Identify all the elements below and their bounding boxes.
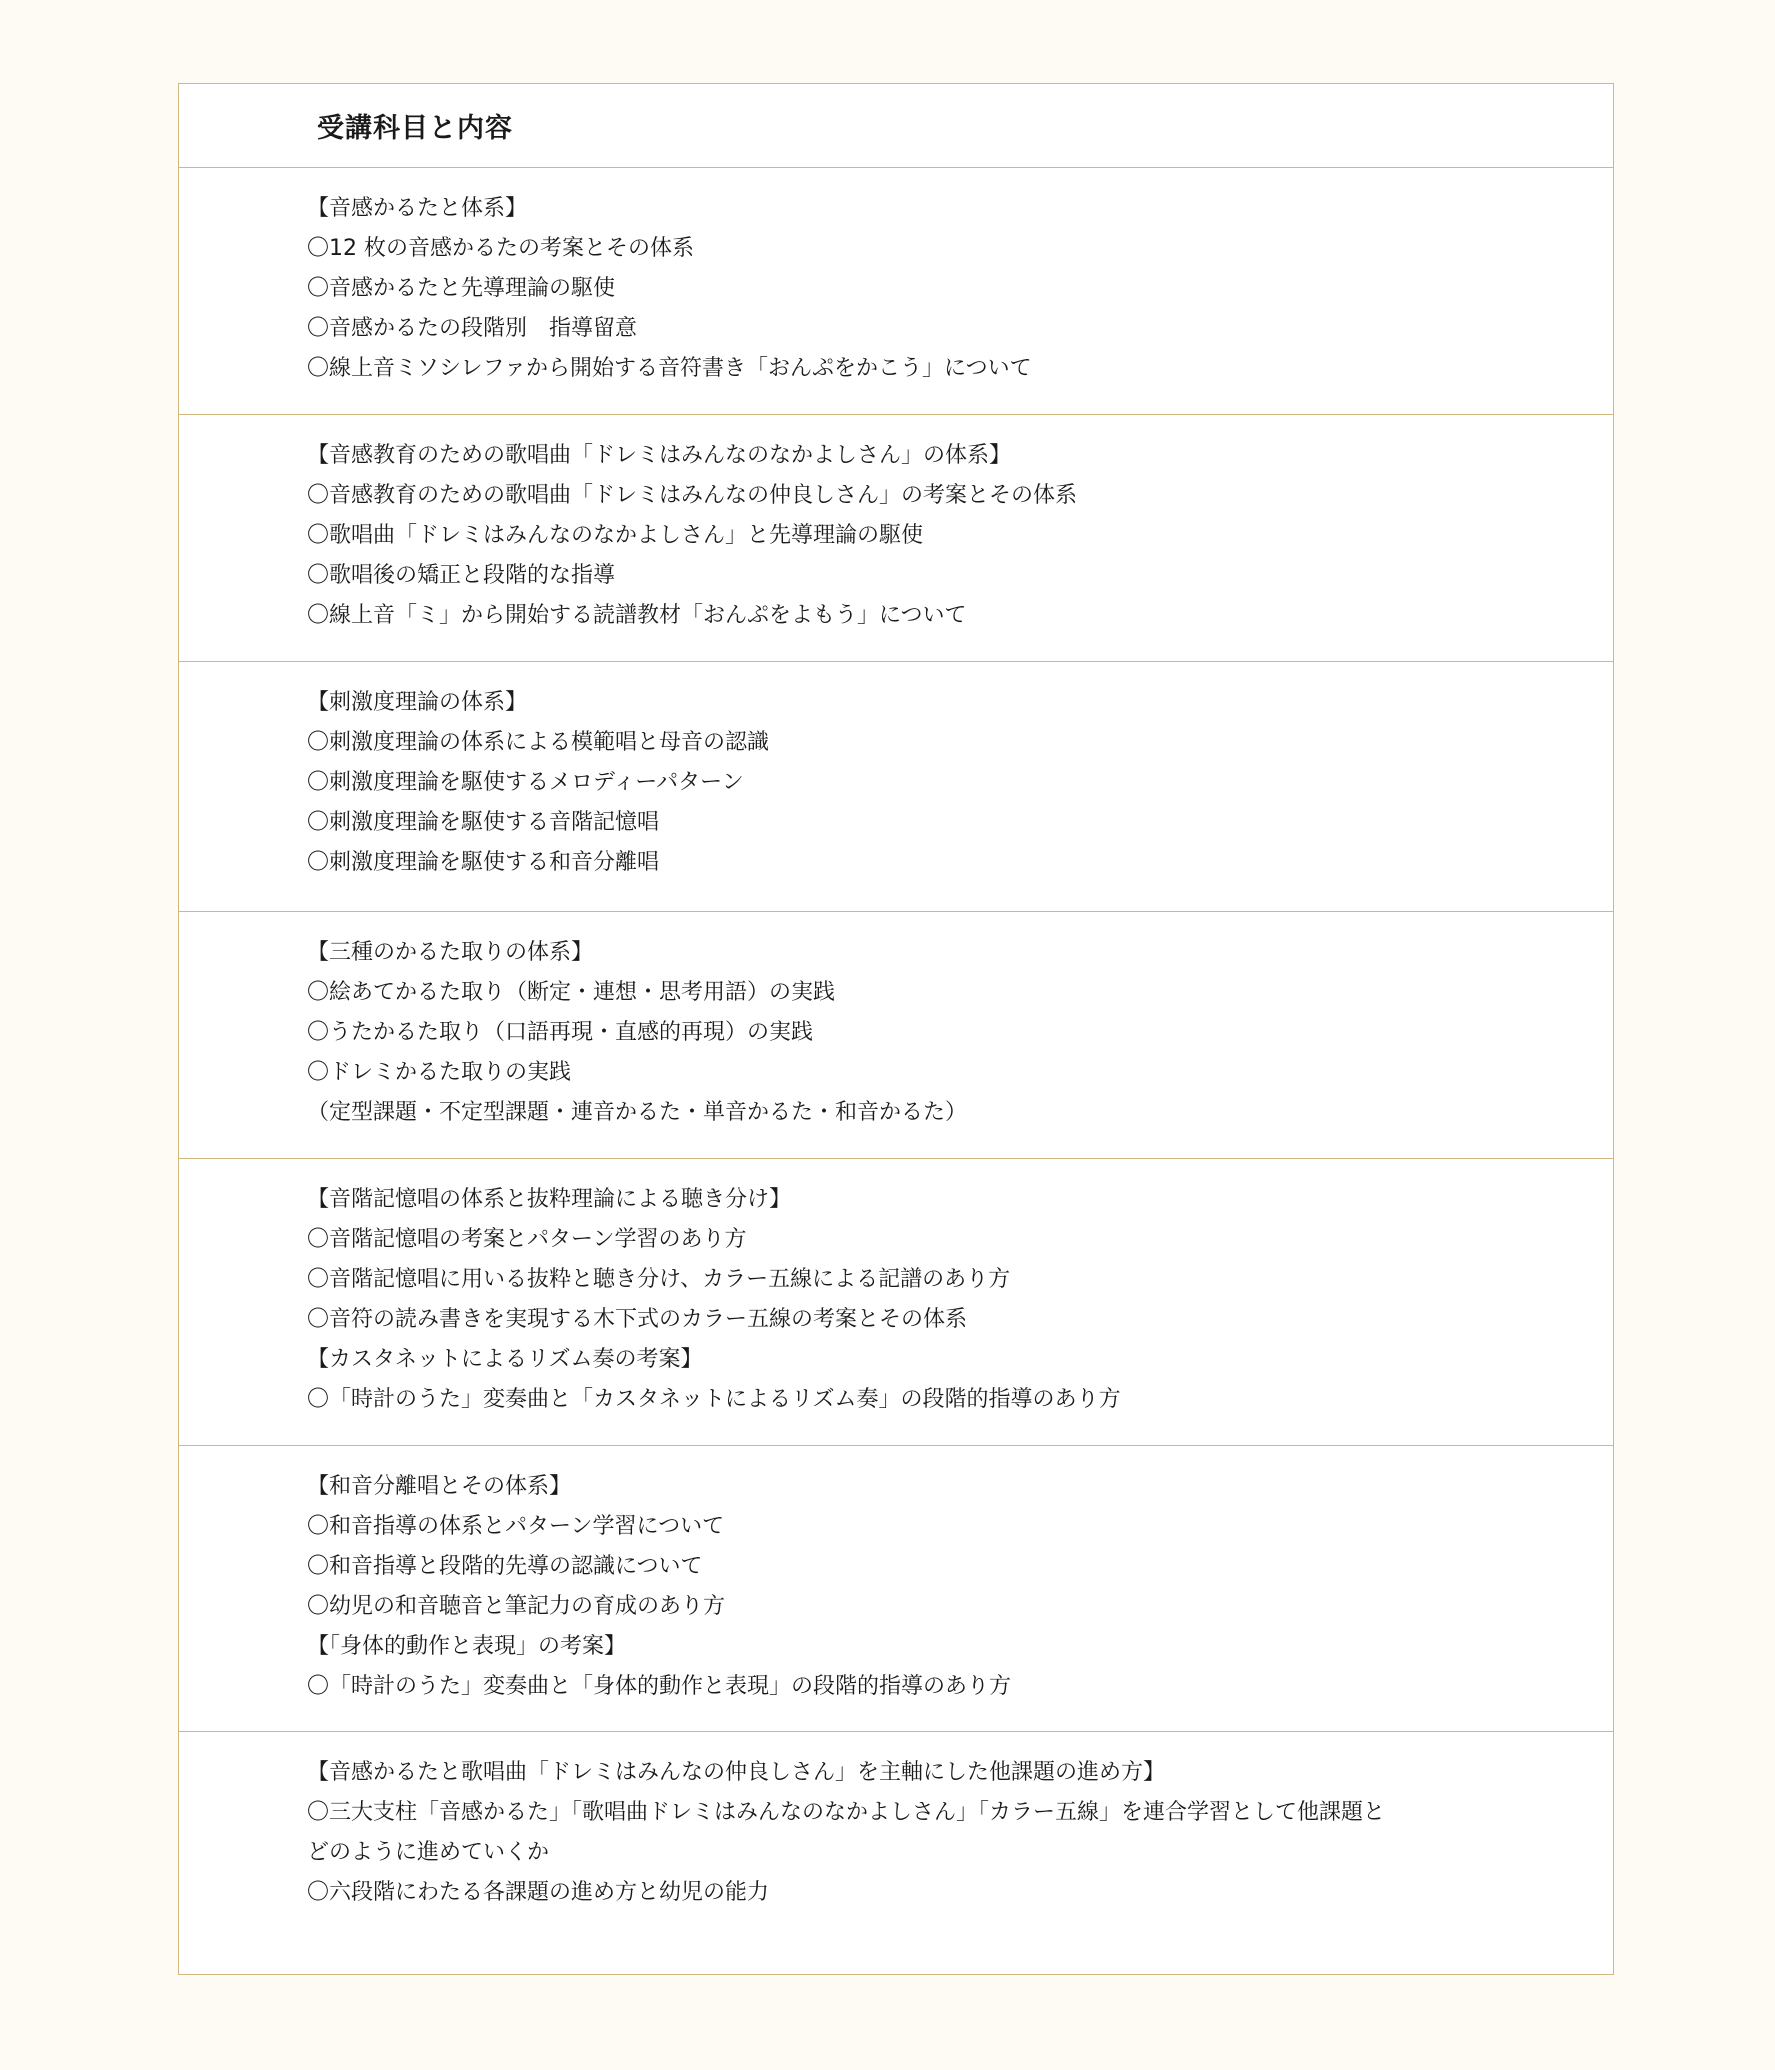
list-item: 〇「時計のうた」変奏曲と「身体的動作と表現」の段階的指導のあり方	[307, 1674, 1012, 1699]
section-other-tasks	[179, 1732, 1613, 1974]
list-item: 〇刺激度理論を駆使するメロディーパターン	[307, 770, 744, 795]
list-item: 〇音感かるたの段階別 指導留意	[307, 316, 638, 341]
panel-header	[179, 84, 1613, 168]
list-item: 〇刺激度理論を駆使する音階記憶唱	[307, 810, 660, 835]
list-item: 〇線上音ミソシレファから開始する音符書き「おんぷをかこう」について	[307, 356, 1032, 381]
section-heading: 【「身体的動作と表現」の考案】	[307, 1634, 627, 1659]
section-karuta	[179, 168, 1613, 415]
list-item: 〇音感かるたと先導理論の駆使	[307, 276, 616, 301]
section-heading: 【和音分離唱とその体系】	[307, 1474, 572, 1499]
list-item: 〇和音指導の体系とパターン学習について	[307, 1514, 725, 1539]
list-item: 〇線上音「ミ」から開始する読譜教材「おんぷをよもう」について	[307, 603, 967, 628]
list-item: 〇音階記憶唱の考案とパターン学習のあり方	[307, 1227, 747, 1252]
section-scale-memory	[179, 1159, 1613, 1446]
list-item: （定型課題・不定型課題・連音かるた・単音かるた・和音かるた）	[307, 1100, 968, 1125]
list-item: 〇刺激度理論を駆使する和音分離唱	[307, 850, 660, 875]
section-heading: 【音階記憶唱の体系と抜粋理論による聴き分け】	[307, 1187, 792, 1212]
section-heading: 【カスタネットによるリズム奏の考案】	[307, 1347, 703, 1372]
page-title: 受講科目と内容	[317, 113, 513, 144]
section-three-karuta	[179, 912, 1613, 1159]
list-item: 〇12 枚の音感かるたの考案とその体系	[307, 236, 694, 261]
section-stimulus-theory	[179, 662, 1613, 912]
list-item: 〇音感教育のための歌唱曲「ドレミはみんなの仲良しさん」の考案とその体系	[307, 483, 1078, 508]
list-item: 〇「時計のうた」変奏曲と「カスタネットによるリズム奏」の段階的指導のあり方	[307, 1387, 1121, 1412]
list-item: 〇音符の読み書きを実現する木下式のカラー五線の考案とその体系	[307, 1307, 968, 1332]
section-heading: 【音感かるたと歌唱曲「ドレミはみんなの仲良しさん」を主軸にした他課題の進め方】	[307, 1760, 1166, 1785]
list-item: 〇うたかるた取り（口語再現・直感的再現）の実践	[307, 1020, 814, 1045]
section-song	[179, 415, 1613, 662]
list-item: 〇和音指導と段階的先導の認識について	[307, 1554, 703, 1579]
list-item: 〇六段階にわたる各課題の進め方と幼児の能力	[307, 1880, 770, 1905]
section-heading: 【音感教育のための歌唱曲「ドレミはみんなのなかよしさん」の体系】	[307, 443, 1012, 468]
course-content-panel	[178, 83, 1614, 1975]
list-item: どのように進めていくか	[307, 1840, 550, 1865]
list-item: 〇三大支柱「音感かるた」「歌唱曲ドレミはみんなのなかよしさん」「カラー五線」を連合学習として他課題と	[307, 1800, 1386, 1825]
list-item: 〇歌唱後の矯正と段階的な指導	[307, 563, 616, 588]
list-item: 〇刺激度理論の体系による模範唱と母音の認識	[307, 730, 770, 755]
list-item: 〇絵あてかるた取り（断定・連想・思考用語）の実践	[307, 980, 836, 1005]
list-item: 〇歌唱曲「ドレミはみんなのなかよしさん」と先導理論の駆使	[307, 523, 924, 548]
section-heading: 【三種のかるた取りの体系】	[307, 940, 594, 965]
list-item: 〇ドレミかるた取りの実践	[307, 1060, 572, 1085]
list-item: 〇音階記憶唱に用いる抜粋と聴き分け、カラー五線による記譜のあり方	[307, 1267, 1011, 1292]
section-heading: 【刺激度理論の体系】	[307, 690, 528, 715]
section-chord	[179, 1446, 1613, 1732]
section-heading: 【音感かるたと体系】	[307, 196, 528, 221]
list-item: 〇幼児の和音聴音と筆記力の育成のあり方	[307, 1594, 726, 1619]
